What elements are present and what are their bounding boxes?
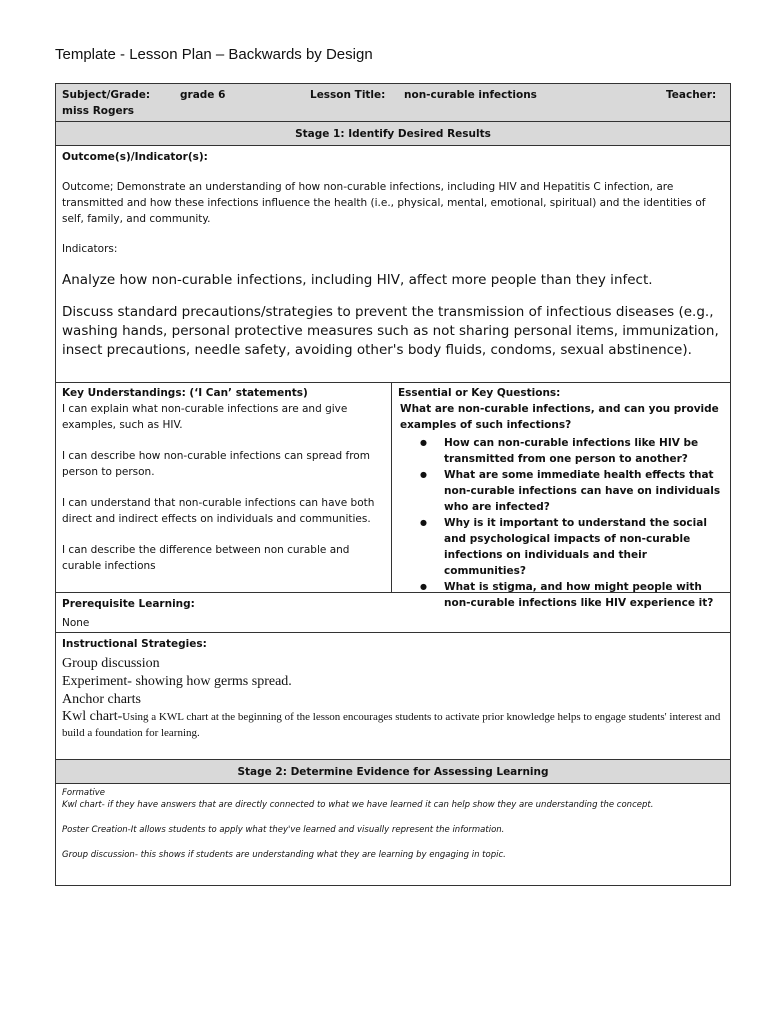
questions-label: Essential or Key Questions: (398, 387, 561, 399)
stage1-heading: Stage 1: Identify Desired Results (56, 122, 730, 146)
stage2-heading: Stage 2: Determine Evidence for Assessing Learning (56, 760, 730, 784)
lesson-title-value: non-curable infections (404, 89, 537, 101)
formative-label: Formative (62, 788, 106, 798)
assessment-item: Poster Creation-It allows students to apply what they've learned and visually represent the information. (62, 825, 505, 835)
outcome-text: Outcome; Demonstrate an understanding of how non-curable infections, including HIV and Hepatitis C infection, are transmitted and how these infections influence the health (i.e., physical, mental, emotional, spiritual) and the identities of self, family, and community. (62, 181, 706, 225)
assessment-item: Group discussion- this shows if students are understanding what they are learning by engaging in topic. (62, 850, 506, 860)
indicator-1: Analyze how non-curable infections, including HIV, affect more people than they infect. (62, 272, 653, 288)
question-item: ● How can non-curable infections like HIV be transmitted from one person to another? (444, 435, 724, 467)
understanding-item: I can explain what non-curable infections are and give examples, such as HIV. (62, 403, 348, 431)
understandings-label: Key Understandings: (‘I Can’ statements) (62, 387, 308, 399)
strategy-item: Anchor charts (62, 692, 141, 707)
instructional-strategies-section (56, 633, 730, 760)
prereq-label: Prerequisite Learning: (62, 598, 195, 610)
key-understandings-cell (56, 383, 392, 592)
indicators-label: Indicators: (62, 243, 118, 255)
strategy-item (62, 709, 724, 741)
understanding-item: I can describe how non-curable infections can spread from person to person. (62, 450, 370, 478)
grade-value: grade 6 (180, 89, 226, 101)
subject-label: Subject/Grade: (62, 89, 151, 101)
header-row (56, 84, 730, 122)
understanding-item: I can understand that non-curable infections can have both direct and indirect effects on individuals and communities. (62, 497, 375, 525)
strategy-4-detail: Using a KWL chart at the beginning of the lesson encourages students to activate prior knowledge helps to engage students' interest and build a foundation for learning. (62, 711, 721, 739)
key-questions-cell (392, 383, 730, 609)
document-title: Template - Lesson Plan – Backwards by Design (55, 46, 373, 63)
question-item: ● What is stigma, and how might people with non-curable infections like HIV experience it? (444, 579, 724, 611)
strategy-4-lead: Kwl chart- (62, 709, 123, 724)
understanding-item: I can describe the difference between non curable and curable infections (62, 544, 350, 572)
outcomes-section (56, 146, 730, 383)
assessment-item: Kwl chart- if they have answers that are directly connected to what we have learned it can help show they are understanding the concept. (62, 800, 654, 810)
teacher-label: Teacher: (666, 89, 717, 101)
outcomes-label: Outcome(s)/Indicator(s): (62, 151, 208, 163)
strategy-item: Group discussion (62, 656, 160, 671)
strategies-label: Instructional Strategies: (62, 638, 207, 650)
lesson-plan-table (55, 83, 731, 886)
indicator-2: Discuss standard precautions/strategies to prevent the transmission of infectious diseases (e.g., washing hands, personal protective measures such as not sharing personal items, immunization, insect precautions, needle safety, avoiding other's body fluids, condoms, sexual abstinence). (62, 304, 719, 358)
question-item: ● Why is it important to understand the social and psychological impacts of non-curable infections on individuals and their communities? (444, 515, 724, 579)
assessment-section (56, 784, 730, 885)
lesson-title-label: Lesson Title: (310, 89, 386, 101)
questions-list (398, 435, 724, 611)
teacher-value: miss Rogers (62, 105, 135, 117)
strategy-item: Experiment- showing how germs spread. (62, 674, 292, 689)
questions-intro: What are non-curable infections, and can you provide examples of such infections? (400, 403, 719, 431)
question-item: ● What are some immediate health effects that non-curable infections can have on individuals who are infected? (444, 467, 724, 515)
prereq-value: None (62, 617, 90, 629)
